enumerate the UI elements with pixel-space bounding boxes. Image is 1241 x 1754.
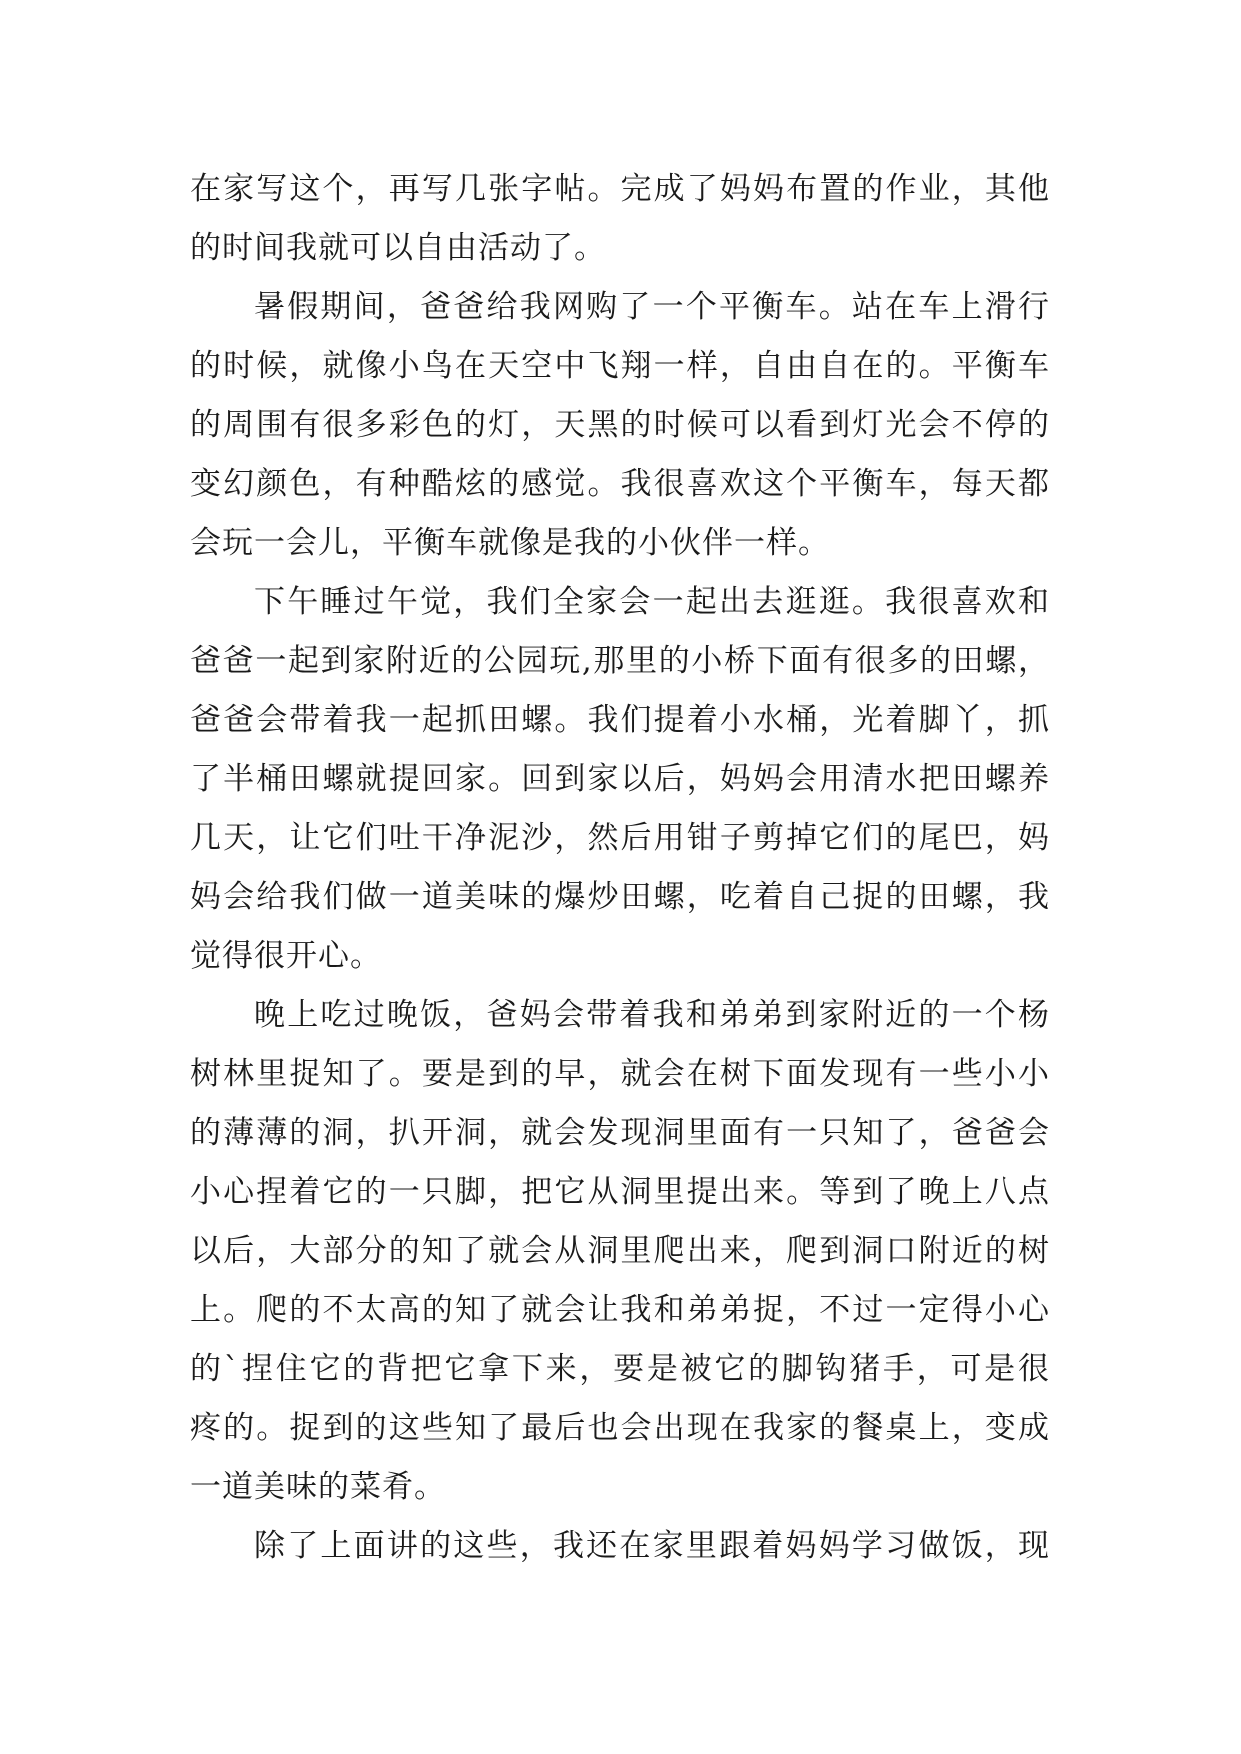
paragraph-first-line: 晚上吃过晚饭，爸妈会带着我和弟弟到家附近的一个杨 (254, 997, 1050, 1033)
text-line: 爸爸会带着我一起抓田螺。我们提着小水桶，光着脚丫，抓 (190, 702, 1050, 738)
text-line: 会玩一会儿，平衡车就像是我的小伙伴一样。 (190, 525, 830, 561)
text-line: 的薄薄的洞，扒开洞，就会发现洞里面有一只知了，爸爸会 (190, 1115, 1050, 1151)
document-body (190, 160, 1050, 1576)
text-line: 的时候，就像小鸟在天空中飞翔一样，自由自在的。平衡车 (190, 348, 1050, 384)
text-line: 树林里捉知了。要是到的早，就会在树下面发现有一些小小 (190, 1056, 1050, 1092)
text-line: 疼的。捉到的这些知了最后也会出现在我家的餐桌上，变成 (190, 1410, 1050, 1446)
text-line: 妈会给我们做一道美味的爆炒田螺，吃着自己捉的田螺，我 (190, 879, 1050, 915)
text-line: 上。爬的不太高的知了就会让我和弟弟捉，不过一定得小心 (190, 1292, 1050, 1328)
text-line: 以后，大部分的知了就会从洞里爬出来，爬到洞口附近的树 (190, 1233, 1050, 1269)
paragraph-first-line: 除了上面讲的这些，我还在家里跟着妈妈学习做饭，现 (254, 1528, 1050, 1564)
paragraph-first-line: 下午睡过午觉，我们全家会一起出去逛逛。我很喜欢和 (254, 584, 1050, 620)
paragraph-first-line: 暑假期间，爸爸给我网购了一个平衡车。站在车上滑行 (254, 289, 1050, 325)
text-line: 爸爸一起到家附近的公园玩,那里的小桥下面有很多的田螺， (190, 643, 1050, 679)
text-line: 的周围有很多彩色的灯，天黑的时候可以看到灯光会不停的 (190, 407, 1050, 443)
text-line: 的时间我就可以自由活动了。 (190, 230, 606, 266)
text-line: 一道美味的菜肴。 (190, 1469, 446, 1505)
text-line: 在家写这个，再写几张字帖。完成了妈妈布置的作业，其他 (190, 171, 1050, 207)
text-line: 的`捏住它的背把它拿下来，要是被它的脚钩猪手，可是很 (190, 1351, 1050, 1387)
text-line: 了半桶田螺就提回家。回到家以后，妈妈会用清水把田螺养 (190, 761, 1050, 797)
text-line: 小心捏着它的一只脚，把它从洞里提出来。等到了晚上八点 (190, 1174, 1050, 1210)
text-line: 觉得很开心。 (190, 938, 382, 974)
text-line: 变幻颜色，有种酷炫的感觉。我很喜欢这个平衡车，每天都 (190, 466, 1050, 502)
text-line: 几天，让它们吐干净泥沙，然后用钳子剪掉它们的尾巴，妈 (190, 820, 1050, 856)
